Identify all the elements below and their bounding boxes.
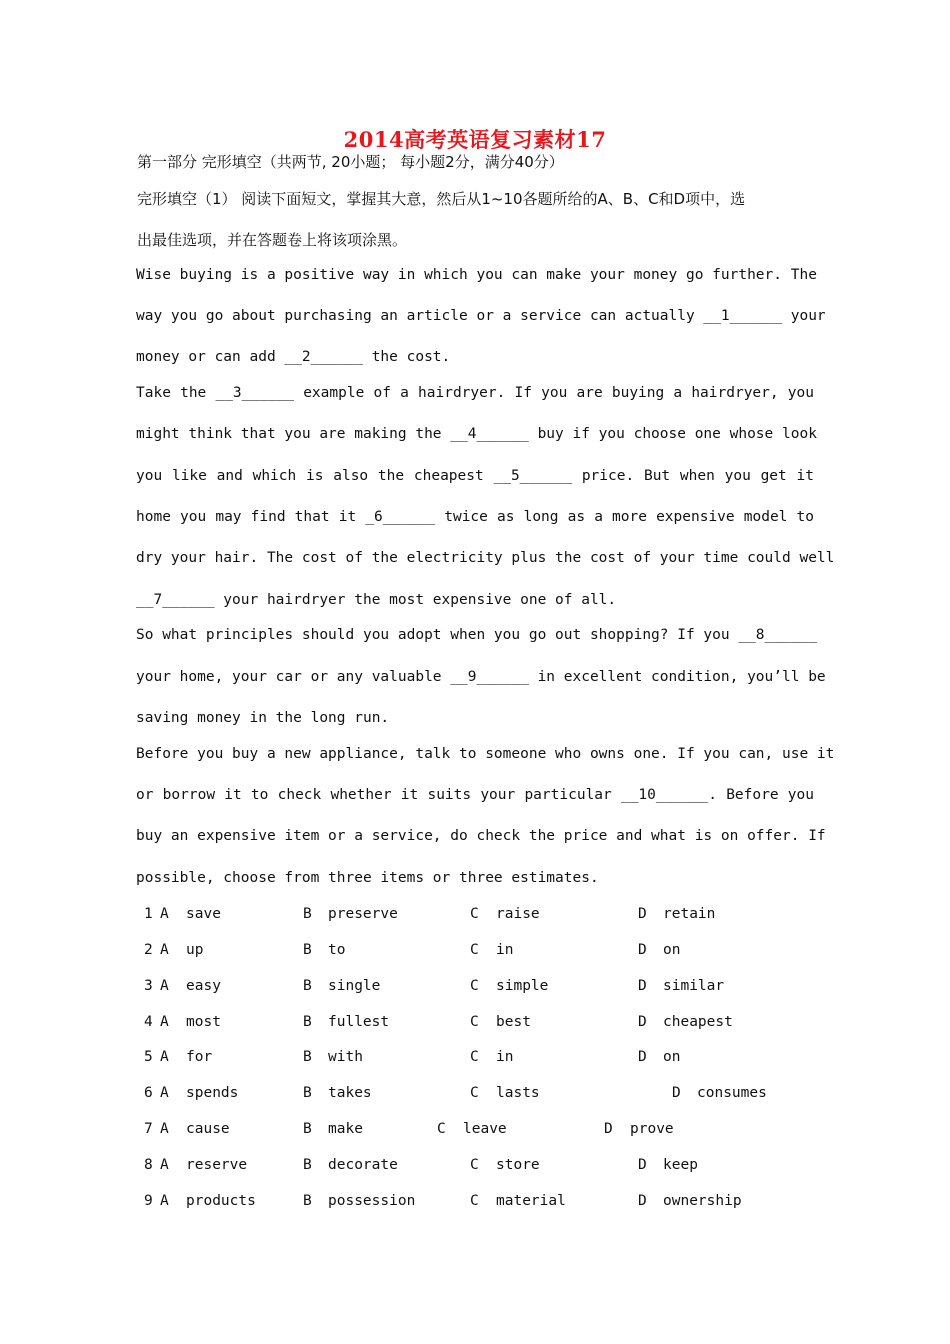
option-letter: A [160, 1014, 169, 1030]
option-a: easy [186, 978, 221, 994]
question-number: 1 [144, 906, 153, 922]
option-letter: D [638, 942, 647, 958]
question-number: 8 [144, 1157, 153, 1173]
option-b: fullest [328, 1014, 390, 1030]
question-number: 9 [144, 1193, 153, 1209]
option-letter: C [470, 1085, 479, 1101]
instructions-line: 完形填空（1） 阅读下面短文，掌握其大意，然后从1~10各题所给的A、B、C和D项中，选 [137, 190, 746, 208]
passage-line: you like and which is also the cheapest __5______ price. But when you get it [136, 468, 814, 484]
option-b: with [328, 1049, 363, 1065]
option-letter: D [638, 1049, 647, 1065]
option-d: similar [663, 978, 725, 994]
option-letter: A [160, 942, 169, 958]
option-row [0, 1191, 950, 1211]
option-c: best [496, 1014, 531, 1030]
option-a: up [186, 942, 204, 958]
question-number: 7 [144, 1121, 153, 1137]
passage-line: buy an expensive item or a service, do check the price and what is on offer. If [136, 828, 826, 844]
option-row [0, 1119, 950, 1139]
option-letter: A [160, 1049, 169, 1065]
option-row [0, 1083, 950, 1103]
passage-line: might think that you are making the __4______ buy if you choose one whose look [136, 426, 817, 442]
option-letter: C [470, 978, 479, 994]
passage-line: saving money in the long run. [136, 710, 390, 726]
passage-line: Take the __3______ example of a hairdryer. If you are buying a hairdryer, you [136, 385, 814, 401]
option-d: keep [663, 1157, 698, 1173]
option-letter: C [470, 1049, 479, 1065]
option-d: on [663, 942, 681, 958]
question-number: 4 [144, 1014, 153, 1030]
option-b: decorate [328, 1157, 398, 1173]
option-letter: C [470, 906, 479, 922]
option-c: leave [463, 1121, 507, 1137]
option-letter: D [638, 1014, 647, 1030]
option-letter: B [303, 1085, 312, 1101]
option-a: reserve [186, 1157, 248, 1173]
option-letter: B [303, 1193, 312, 1209]
passage-line: Before you buy a new appliance, talk to someone who owns one. If you can, use it [136, 746, 835, 762]
option-letter: A [160, 1085, 169, 1101]
option-letter: C [470, 1157, 479, 1173]
option-letter: D [638, 1157, 647, 1173]
option-row [0, 940, 950, 960]
option-letter: B [303, 1121, 312, 1137]
passage-line: money or can add __2______ the cost. [136, 349, 451, 365]
option-b: takes [328, 1085, 372, 1101]
option-letter: C [470, 1014, 479, 1030]
option-row [0, 976, 950, 996]
option-row [0, 1047, 950, 1067]
option-letter: B [303, 978, 312, 994]
option-d: ownership [663, 1193, 742, 1209]
option-b: possession [328, 1193, 416, 1209]
passage-line: __7______ your hairdryer the most expensive one of all. [136, 592, 617, 608]
option-d: prove [630, 1121, 674, 1137]
option-a: for [186, 1049, 213, 1065]
passage-line: possible, choose from three items or three estimates. [136, 870, 599, 886]
option-letter: D [638, 906, 647, 922]
option-letter: D [672, 1085, 681, 1101]
option-c: lasts [496, 1085, 540, 1101]
option-b: make [328, 1121, 363, 1137]
option-c: store [496, 1157, 540, 1173]
option-letter: B [303, 906, 312, 922]
option-a: save [186, 906, 221, 922]
passage-line: Wise buying is a positive way in which you can make your money go further. The [136, 267, 817, 283]
question-number: 3 [144, 978, 153, 994]
option-letter: A [160, 1157, 169, 1173]
section-heading: 第一部分 完形填空（共两节, 20小题； 每小题2分，满分40分） [137, 153, 564, 171]
option-letter: A [160, 906, 169, 922]
option-letter: C [470, 942, 479, 958]
option-letter: C [437, 1121, 446, 1137]
option-a: most [186, 1014, 221, 1030]
instructions-line: 出最佳选项，并在答题卷上将该项涂黑。 [137, 231, 408, 249]
option-c: in [496, 1049, 514, 1065]
question-number: 6 [144, 1085, 153, 1101]
option-c: simple [496, 978, 549, 994]
option-c: in [496, 942, 514, 958]
option-letter: C [470, 1193, 479, 1209]
option-letter: B [303, 1049, 312, 1065]
option-b: preserve [328, 906, 398, 922]
option-letter: B [303, 942, 312, 958]
option-a: products [186, 1193, 256, 1209]
option-d: cheapest [663, 1014, 733, 1030]
option-row [0, 904, 950, 924]
option-row [0, 1155, 950, 1175]
option-letter: B [303, 1157, 312, 1173]
passage-line: your home, your car or any valuable __9______ in excellent condition, you’ll be [136, 669, 826, 685]
option-d: on [663, 1049, 681, 1065]
option-a: cause [186, 1121, 230, 1137]
option-d: retain [663, 906, 716, 922]
question-number: 5 [144, 1049, 153, 1065]
passage-line: home you may find that it _6______ twice as long as a more expensive model to [136, 509, 814, 525]
option-row [0, 1012, 950, 1032]
option-c: material [496, 1193, 566, 1209]
option-c: raise [496, 906, 540, 922]
option-b: single [328, 978, 381, 994]
option-letter: D [638, 978, 647, 994]
option-letter: D [604, 1121, 613, 1137]
option-letter: A [160, 1121, 169, 1137]
option-letter: A [160, 978, 169, 994]
option-letter: B [303, 1014, 312, 1030]
option-letter: A [160, 1193, 169, 1209]
document-title: 2014高考英语复习素材17 [343, 127, 607, 152]
passage-line: or borrow it to check whether it suits your particular __10______. Before you [136, 787, 814, 803]
passage-line: dry your hair. The cost of the electricity plus the cost of your time could well [136, 550, 835, 566]
option-a: spends [186, 1085, 239, 1101]
question-number: 2 [144, 942, 153, 958]
passage-line: So what principles should you adopt when you go out shopping? If you __8______ [136, 627, 817, 643]
option-letter: D [638, 1193, 647, 1209]
option-b: to [328, 942, 346, 958]
option-d: consumes [697, 1085, 767, 1101]
passage-line: way you go about purchasing an article or a service can actually __1______ your [136, 308, 826, 324]
